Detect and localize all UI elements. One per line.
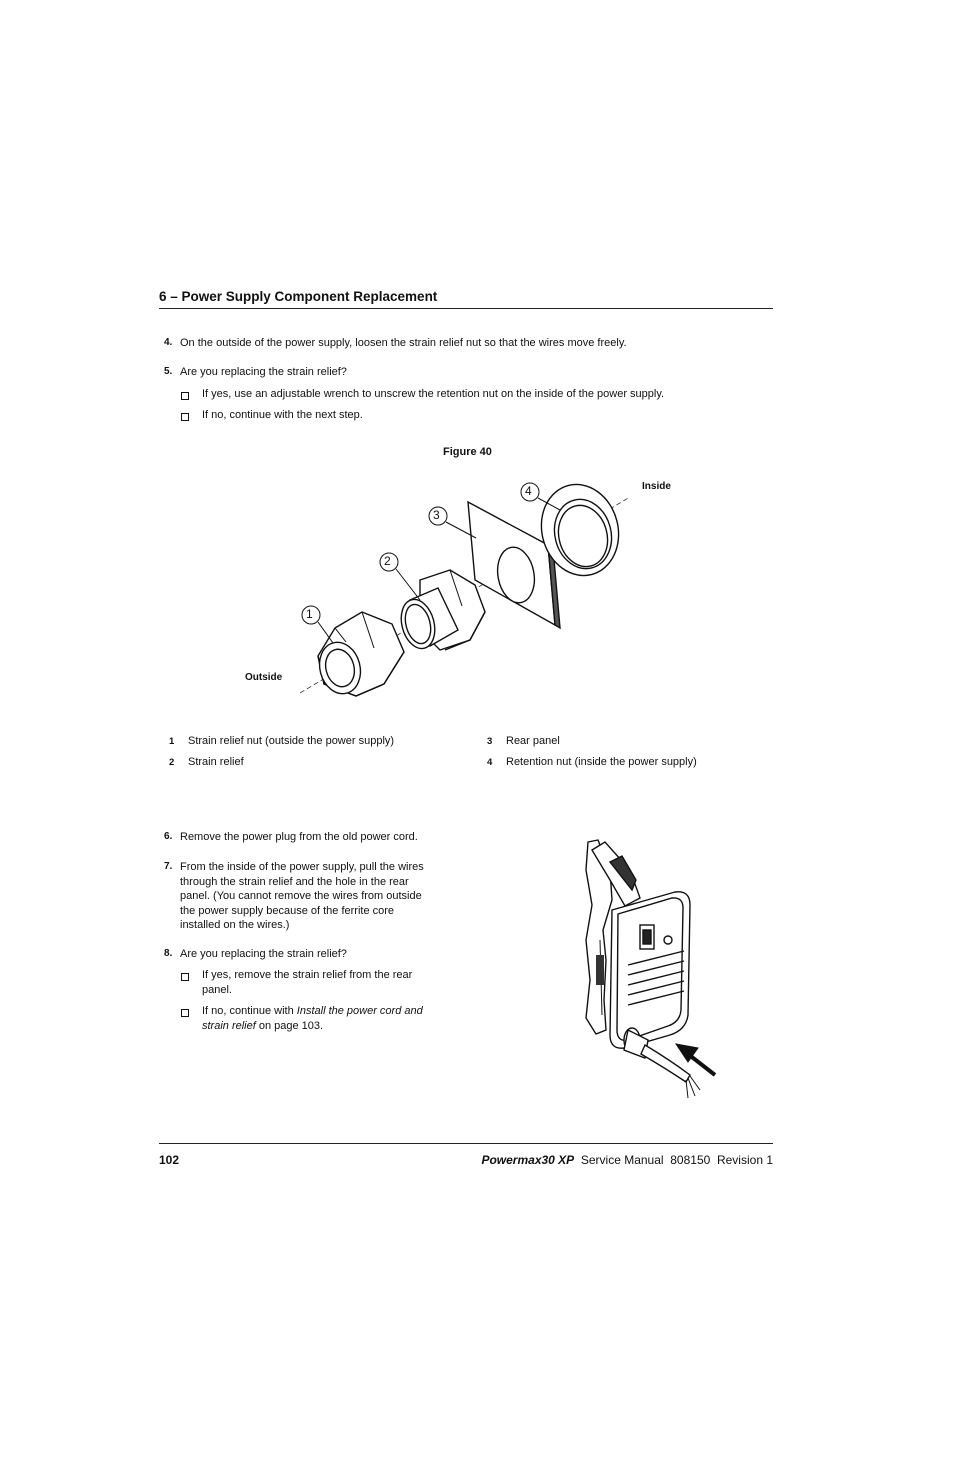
step-text-line: through the strain relief and the hole in the rear [180,875,409,888]
legend-number: 2 [169,757,175,768]
step-4 [0,336,954,356]
checkbox-bullet [181,973,189,981]
checkbox-bullet [181,413,189,421]
step-number: 7. [164,861,173,872]
legend-number: 3 [487,736,493,747]
callout-label-1: 1 [306,607,313,621]
step-text-line: the power supply because of the ferrite core [180,904,395,917]
legend-text: Rear panel [506,735,560,747]
strain-relief-drawing [396,570,485,652]
step-text: Are you replacing the strain relief? [180,948,347,960]
page-number: 102 [159,1153,180,1167]
step-number: 6. [164,831,173,842]
step-7 [0,860,460,935]
cross-reference-link[interactable]: strain relief [202,1019,256,1032]
figure-title: Figure 40 [443,446,492,458]
bullet-text-line: panel. [202,983,232,996]
bullet-text-line: If no, continue with Install the power cord and [202,1005,423,1017]
strain-relief-nut-drawing [314,612,404,698]
revision: Revision 1 [716,1153,773,1167]
callout-label-4: 4 [525,484,532,498]
callout-label-3: 3 [433,508,440,522]
step-text: On the outside of the power supply, loosen the strain relief nut so that the wires move freely. [180,337,627,349]
step-text: Are you replacing the strain relief? [180,366,347,378]
step-text-line: installed on the wires.) [180,919,290,931]
footer-rule [159,1143,773,1144]
legend-number: 1 [169,736,175,747]
cross-reference-link[interactable]: Install the power cord and [296,1005,423,1017]
step-text: Remove the power plug from the old power cord. [180,831,418,843]
step-text-line: panel. (You cannot remove the wires from outside [180,890,422,902]
legend-text: Strain relief nut (outside the power supply) [188,735,395,747]
header-rule [159,308,773,309]
legend-text: Strain relief [188,756,244,768]
power-supply-illustration [570,835,730,1105]
strain-relief-exploded-diagram [240,470,700,700]
step-number: 8. [164,948,173,959]
footer-document-info [481,1153,773,1167]
bullet-text-line: strain relief on page 103. [202,1019,324,1032]
legend-number: 4 [487,757,493,768]
legend-text: Retention nut (inside the power supply) [506,756,697,768]
label-inside: Inside [642,481,671,492]
figure-legend [0,735,954,775]
step-8 [0,947,460,1042]
checkbox-bullet [181,392,189,400]
bullet-text: If yes, use an adjustable wrench to unscrew the retention nut on the inside of the power supply. [202,388,665,400]
checkbox-bullet [181,1009,189,1017]
step-5 [0,365,954,425]
step-number: 5. [164,366,173,377]
part-number: 808150 [670,1153,711,1167]
bullet-text: If no, continue with the next step. [202,409,363,421]
bullet-text-line: If yes, remove the strain relief from the rear [202,969,413,981]
section-title: 6 – Power Supply Component Replacement [159,289,438,304]
callout-label-2: 2 [384,554,391,568]
step-6 [0,830,460,850]
product-name: Powermax30 XP [481,1153,575,1167]
label-outside: Outside [245,672,283,683]
step-text-line: From the inside of the power supply, pull the wires [180,861,424,873]
step-number: 4. [164,337,173,348]
document-type: Service Manual [580,1153,664,1167]
